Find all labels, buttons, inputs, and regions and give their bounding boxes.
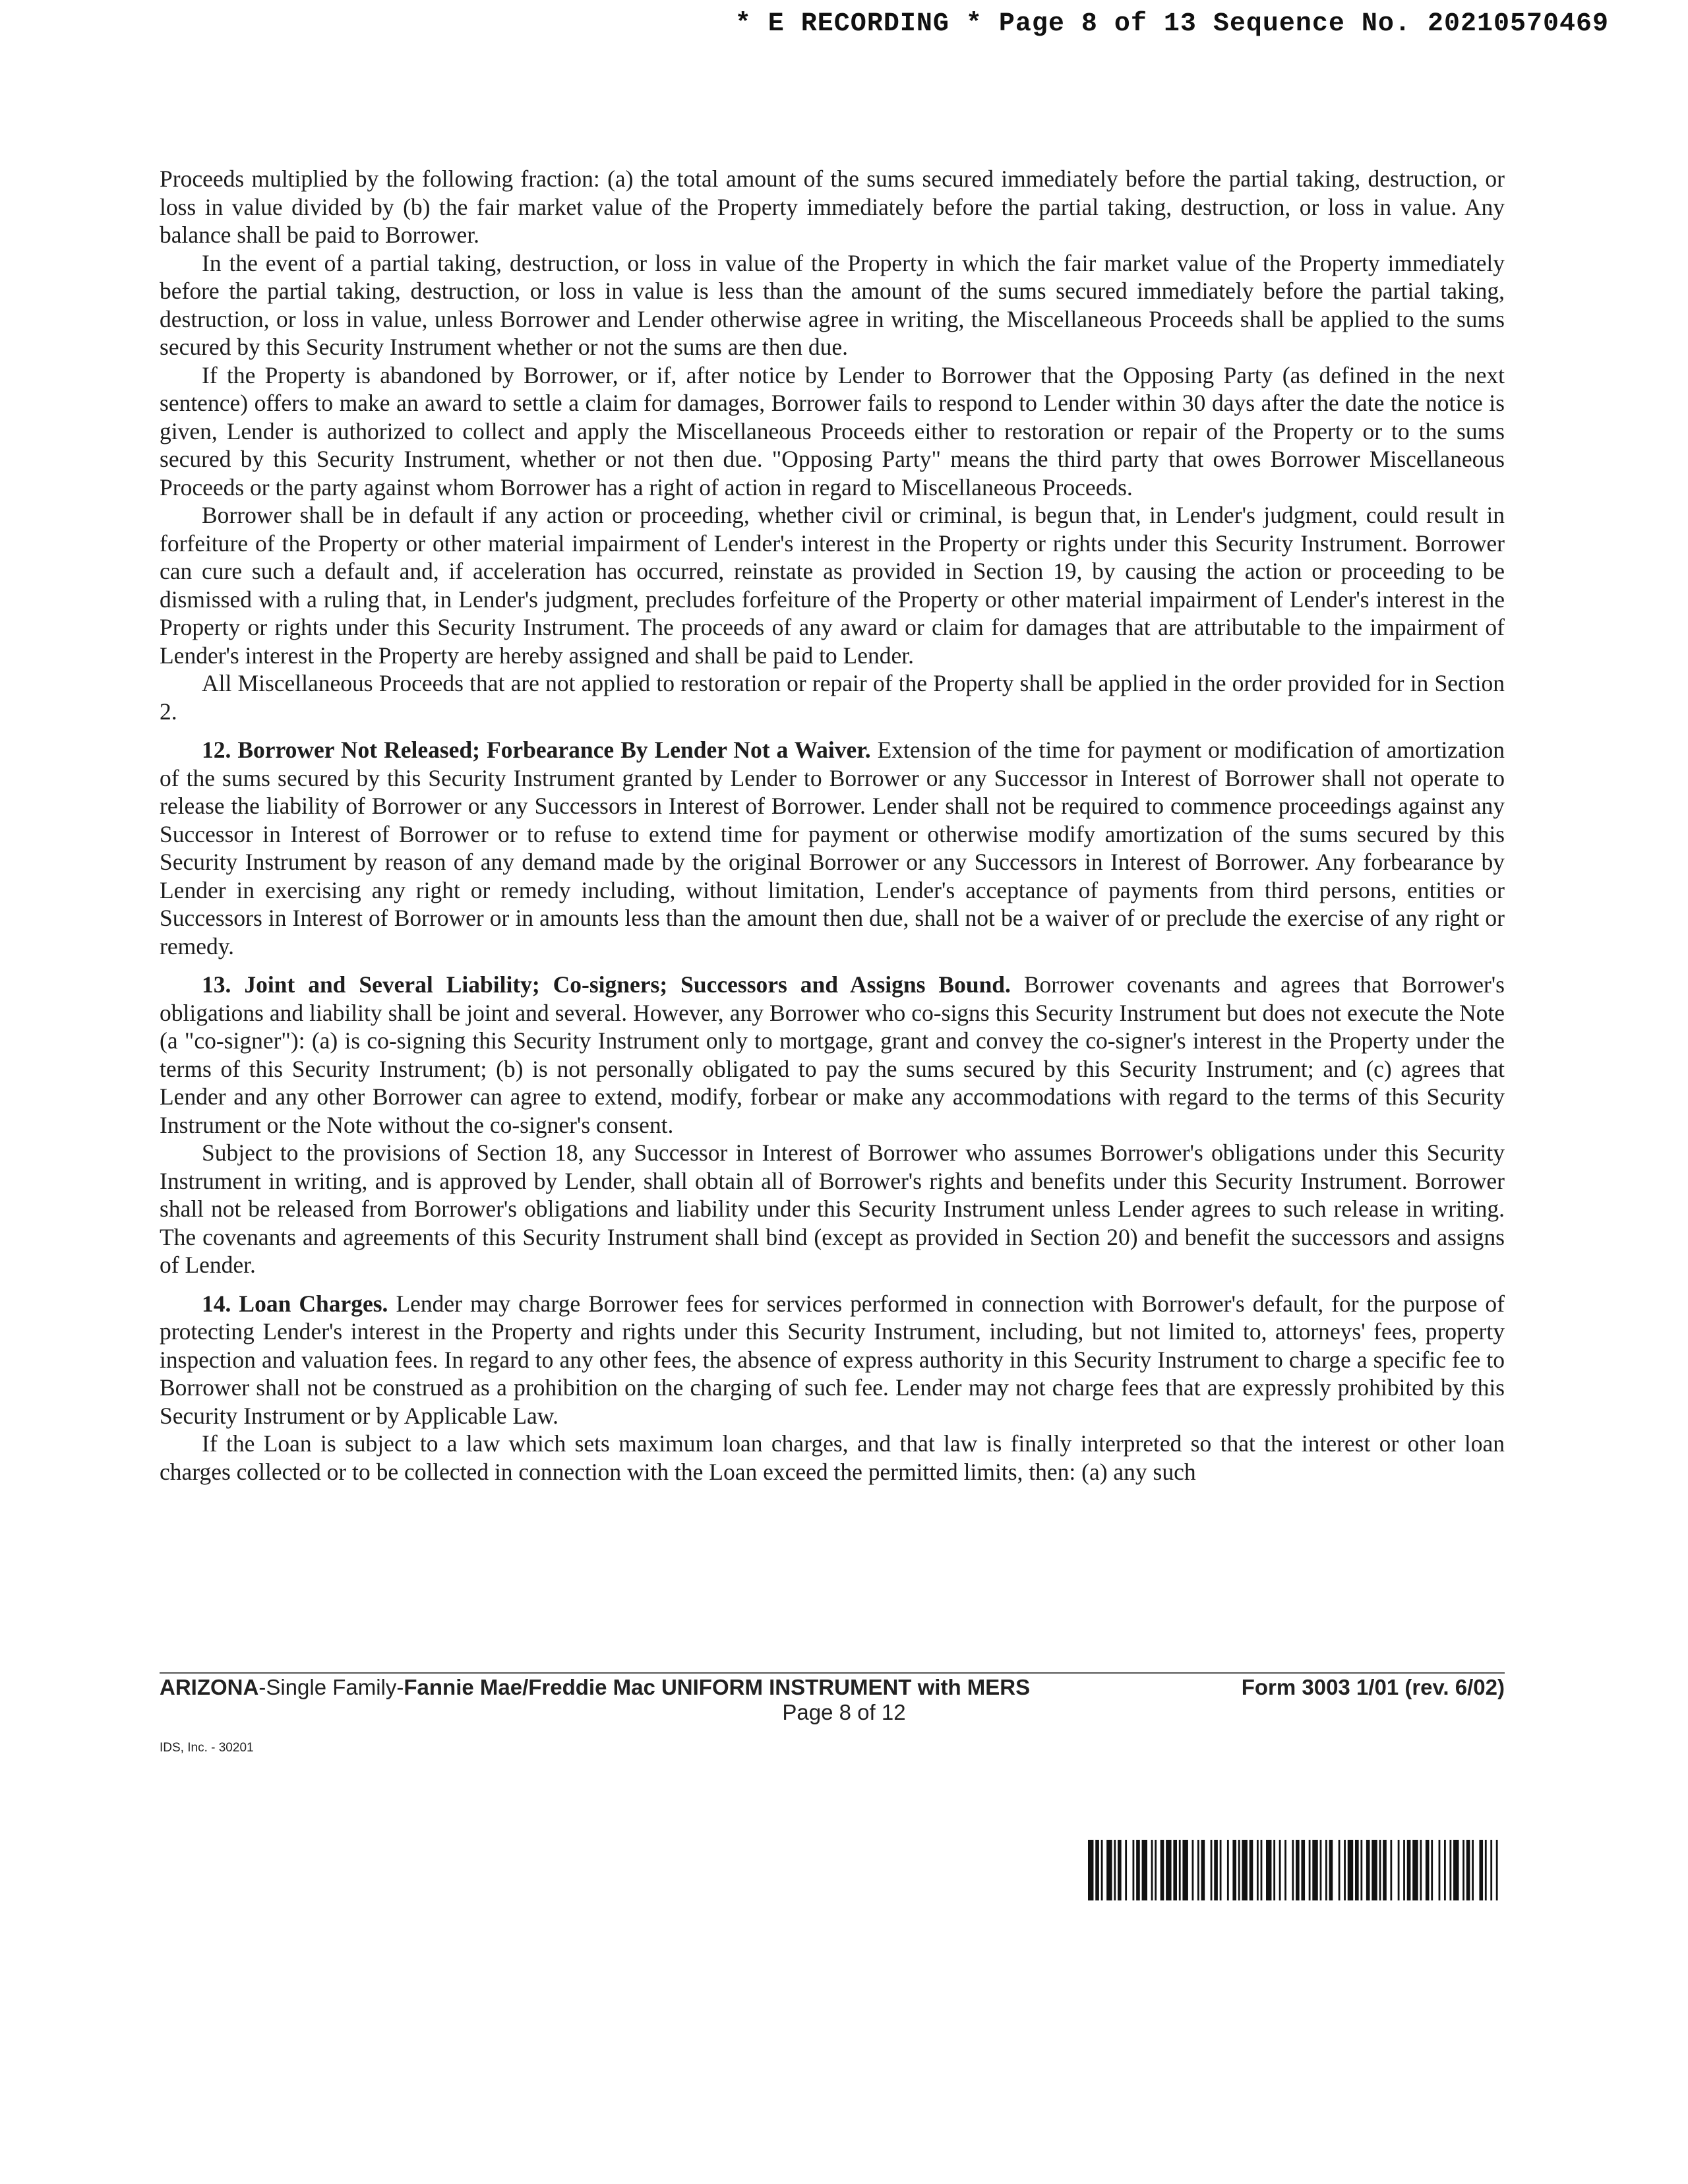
- footer-page-number: Page 8 of 12: [782, 1700, 906, 1724]
- footer-form-title-2: Fannie Mae/Freddie Mac UNIFORM INSTRUMENT with MERS: [404, 1675, 1031, 1699]
- footer-ids-code: IDS, Inc. - 30201: [160, 1741, 254, 1755]
- paragraph-default-action: Borrower shall be in default if any action or proceeding, whether civil or criminal, is begun that, in Lender's judgment, could result in forfeiture of the Property or other material impairment of Lender's interest in the Property or rights under this Security Instrument. Borrower can cure such a default and, if acceleration has occurred, reinstate as provided in Section 19, by causing the action or proceeding to be dismissed with a ruling that, in Lender's judgment, precludes forfeiture of the Property or other material impairment of Lender's interest in the Property or rights under this Security Instrument. The proceeds of any award or claim for damages that are attributable to the impairment of Lender's interest in the Property are hereby assigned and shall be paid to Lender.: [160, 502, 1505, 669]
- section-12-text: Extension of the time for payment or modification of amortization of the sums secured by this Security Instrument granted by Lender to Borrower or any Successor in Interest of Borrower shall not operate to release the liability of Borrower or any Successors in Interest of Borrower. Lender shall not be required to commence proceedings against any Successor in Interest of Borrower or to refuse to extend time for payment or otherwise modify amortization of the sums secured by this Security Instrument by reason of any demand made by the original Borrower or any Successors in Interest of Borrower. Any forbearance by Lender in exercising any right or remedy including, without limitation, Lender's acceptance of payments from third persons, entities or Successors in Interest of Borrower or in amounts less than the amount then due, shall not be a waiver of or preclude the exercise of any right or remedy.: [160, 737, 1505, 959]
- document-body: [160, 165, 1505, 1486]
- paragraph-proceeds-fraction: Proceeds multiplied by the following fraction: (a) the total amount of the sums secured immediately before the partial taking, destruction, or loss in value divided by (b) the fair market value of the Property immediately before the partial taking, destruction, or loss in value. Any balance shall be paid to Borrower.: [160, 166, 1505, 248]
- section-14-heading: 14. Loan Charges.: [202, 1290, 388, 1317]
- section-14-text: Lender may charge Borrower fees for services performed in connection with Borrower's default, for the purpose of protecting Lender's interest in the Property and rights under this Security Instrument, including, but not limited to, attorneys' fees, property inspection and valuation fees. In regard to any other fees, the absence of express authority in this Security Instrument to charge a specific fee to Borrower shall not be construed as a prohibition on the charging of such fee. Lender may not charge fees that are expressly prohibited by this Security Instrument or by Applicable Law.: [160, 1290, 1505, 1429]
- paragraph-misc-proceeds-order: All Miscellaneous Proceeds that are not applied to restoration or repair of the Property shall be applied in the order provided for in Section 2.: [160, 670, 1505, 725]
- section-12: [160, 736, 1505, 960]
- footer-form-title: [160, 1675, 1030, 1700]
- footer-form-title-1: -Single Family-: [258, 1675, 404, 1699]
- section-13: [160, 971, 1505, 1139]
- recording-header: * E RECORDING * Page 8 of 13 Sequence No. 20210570469: [735, 9, 1609, 39]
- footer-form-number: Form 3003 1/01 (rev. 6/02): [1241, 1675, 1505, 1699]
- section-14-paragraph-2: If the Loan is subject to a law which sets maximum loan charges, and that law is finally interpreted so that the interest or other loan charges collected or to be collected in connection with the Loan exceed the permitted limits, then: (a) any such: [160, 1430, 1505, 1485]
- footer-divider: [160, 1672, 1505, 1674]
- paragraph-partial-taking: In the event of a partial taking, destruction, or loss in value of the Property in which the fair market value of the Property immediately before the partial taking, destruction, or loss in value is less than the amount of the sums secured immediately before the partial taking, destruction, or loss in value, unless Borrower and Lender otherwise agree in writing, the Miscellaneous Proceeds shall be applied to the sums secured by this Security Instrument whether or not the sums are then due.: [160, 249, 1505, 360]
- section-14: [160, 1290, 1505, 1430]
- section-12-heading: 12. Borrower Not Released; Forbearance By Lender Not a Waiver.: [202, 737, 871, 763]
- section-13-text: Borrower covenants and agrees that Borrower's obligations and liability shall be joint and several. However, any Borrower who co-signs this Security Instrument but does not execute the Note (a "co-signer"): (a) is co-signing this Security Instrument only to mortgage, grant and convey the co-signer's interest in the Property under the terms of this Security Instrument; (b) is not personally obligated to pay the sums secured by this Security Instrument; and (c) agrees that Lender and any other Borrower can agree to extend, modify, forbear or make any accommodations with regard to the terms of this Security Instrument or the Note without the co-signer's consent.: [160, 971, 1505, 1138]
- section-13-paragraph-2: Subject to the provisions of Section 18, any Successor in Interest of Borrower who assumes Borrower's obligations under this Security Instrument in writing, and is approved by Lender, shall obtain all of Borrower's rights and benefits under this Security Instrument. Borrower shall not be released from Borrower's obligations and liability under this Security Instrument unless Lender agrees to such release in writing. The covenants and agreements of this Security Instrument shall bind (except as provided in Section 20) and benefit the successors and assigns of Lender.: [160, 1139, 1505, 1278]
- footer-state: ARIZONA: [160, 1675, 259, 1699]
- paragraph-abandoned-property: If the Property is abandoned by Borrower, or if, after notice by Lender to Borrower that the Opposing Party (as defined in the next sentence) offers to make an award to settle a claim for damages, Borrower fails to respond to Lender within 30 days after the date the notice is given, Lender is authorized to collect and apply the Miscellaneous Proceeds either to restoration or repair of the Property or to the sums secured by this Security Instrument, whether or not then due. "Opposing Party" means the third party that owes Borrower Miscellaneous Proceeds or the party against whom Borrower has a right of action in regard to Miscellaneous Proceeds.: [160, 361, 1505, 501]
- barcode-icon: [1088, 1840, 1503, 1900]
- section-13-heading: 13. Joint and Several Liability; Co-signers; Successors and Assigns Bound.: [202, 971, 1011, 998]
